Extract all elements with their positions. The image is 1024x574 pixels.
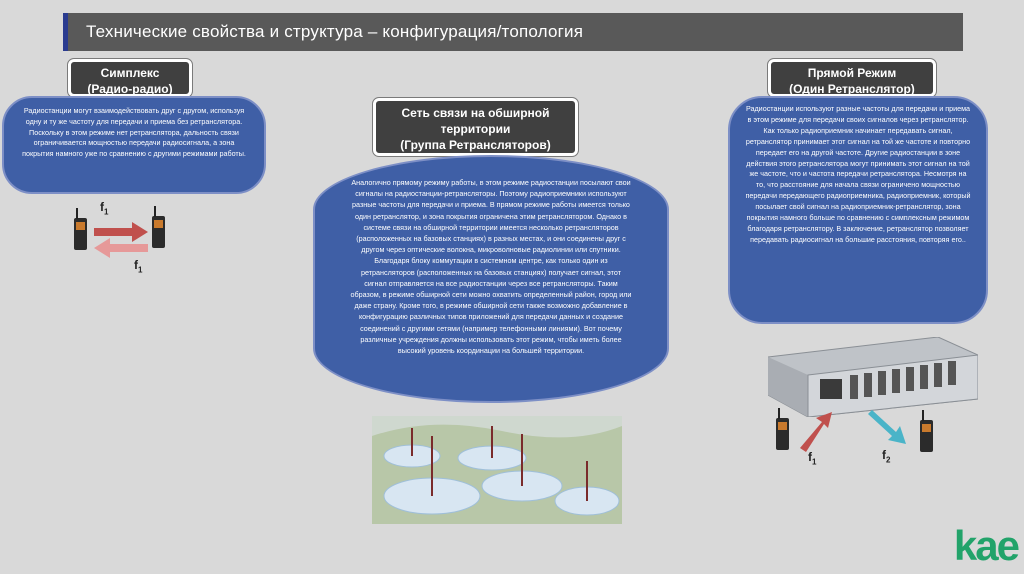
direct-mode-description-text: Радиостанции используют разные частоты для передачи и приема в этом режиме для передачи своих сигналов через ретранслятор. Как только радиоприемник начинает передавать сигнал, ретранслятор принимает этот сигнал на той же частоте и повторно передает его на другой частоте. Другие радиостанции в зоне действия этого ретранслятора могут принимать этот сигнал на той же частоте, что и частота передачи ретранслятора. Несмотря на то, что расстояние для начала связи ограничено мощностью передачи передающего радиоприемника, радиоприемник, который посылает свой сигнал на радиоприемник-ретранслятор, зона покрытия намного больше по сравнению с симплексным режимом благодаря ретранслятору. В заключение, ретранслятор позволяет передавать радиосигнал на большие расстояния, повторяя его.. (745, 104, 971, 244)
simplex-freq-bottom: $f_1$ (134, 258, 143, 275)
arrow-left-icon (94, 238, 148, 258)
direct-radio-right (920, 420, 933, 452)
simplex-freq-top: $f_1$ (100, 200, 109, 217)
simplex-radio-right (152, 216, 165, 248)
network-map-illustration (372, 416, 622, 524)
direct-freq-right: $f_2$ (882, 448, 891, 465)
direct-arrows (796, 404, 914, 454)
arrow-down-right-icon (868, 410, 906, 444)
simplex-label-line1: Симплекс (100, 66, 160, 80)
wide-area-label-line1: Сеть связи на обширной (401, 106, 550, 120)
wide-area-description (313, 155, 669, 403)
direct-mode-label (768, 59, 936, 97)
direct-mode-description (728, 96, 988, 324)
wide-area-label-line2: территории (440, 122, 511, 136)
simplex-description (2, 96, 266, 194)
simplex-description-text: Радиостанции могут взаимодействовать друг с другом, используя одну и ту же частоту для передачи и приема без ретранслятора. Поскольку в этом режиме нет ретранслятора, дальность связи ограничивается мощностью передачи радиосигнала, а зона покрытия намного уже по сравнению с другими режимами работы. (22, 106, 246, 159)
direct-mode-label-line2: (Один Ретранслятор) (789, 82, 915, 96)
simplex-arrows (92, 218, 150, 258)
wide-area-label-line3: (Группа Ретрансляторов) (400, 138, 551, 152)
arrow-up-right-icon (800, 412, 832, 452)
wide-area-description-text: Аналогично прямому режиму работы, в этом режиме радиостанции посылают свои сигналы на радиостанции-ретрансляторы. Поэтому радиоприемники используют разные частоты для передачи и приема. В прямом режиме работы имеется только один ретранслятор, и зона покрытия ограничена этим ретранслятором. Однако в системе связи на обширной территории имеется несколько ретрансляторов (расположенных на базовых станциях) в разных местах, и они соединены друг с другом через оптические волокна, микроволновые радиолинии или спутники. Благодаря блоку коммутации в системном центре, как только один из ретрансляторов (расположенных на базовых станциях) получает сигнал, этот сигнал отправляется на все радиостанции через все ретрансляторы. Таким образом, в режиме обширной сети можно охватить определенный район, город или даже страну. Кроме того, в режиме обширной сети также возможно добавление в конфигурацию различных типов приложений для передачи данных и создание соединений с другими сетями (например телефонными линиями). Вот почему различные учреждения должны использовать этот режим, чтобы иметь более высокий уровень координации на большей территории. (350, 178, 632, 356)
simplex-label (68, 59, 192, 97)
page-title: Технические свойства и структура – конфигурация/топология (86, 22, 584, 41)
wide-area-label (373, 98, 578, 156)
kae-logo (954, 522, 1018, 570)
simplex-label-line2: (Радио-радио) (87, 82, 173, 96)
arrow-right-icon (94, 222, 148, 242)
header-bar (63, 13, 963, 51)
direct-radio-left (776, 418, 789, 450)
kae-logo-text: kae (953, 522, 1018, 569)
simplex-radio-left (74, 218, 87, 250)
direct-mode-label-line1: Прямой Режим (807, 66, 897, 80)
direct-freq-left: $f_1$ (808, 450, 817, 467)
